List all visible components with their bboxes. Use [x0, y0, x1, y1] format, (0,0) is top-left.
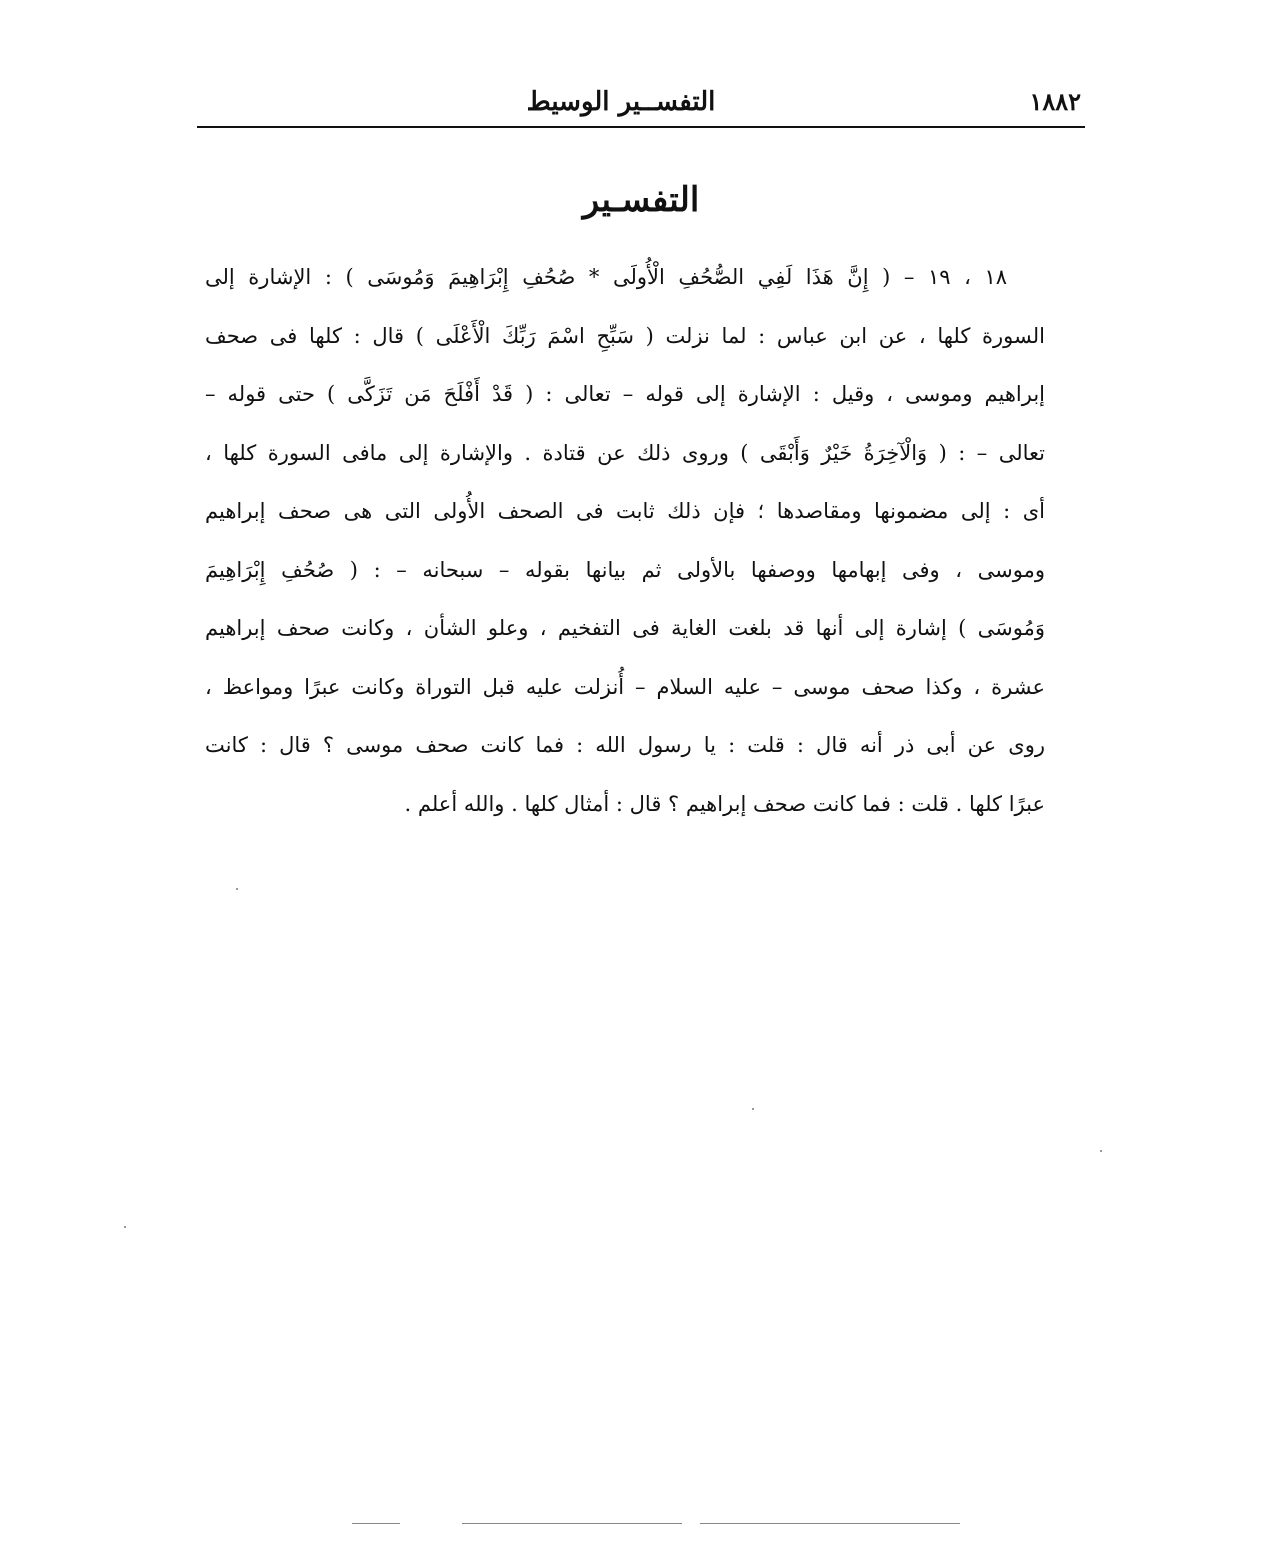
page-number: ١٨٨٢	[1029, 87, 1081, 116]
text-line: تعالى – : ( وَالْآخِرَةُ خَيْرٌ وَأَبْقَى ) وروى ذلك عن قتادة . والإشارة إلى مافى السورة كلها ،	[205, 440, 1045, 465]
scan-speck	[1100, 1150, 1102, 1152]
scan-speck	[752, 1108, 754, 1110]
tafsir-body-text	[205, 248, 1045, 833]
scan-edge-mark	[462, 1523, 682, 1524]
scan-speck	[236, 888, 238, 890]
text-line: عبرًا كلها . قلت : فما كانت صحف إبراهيم ؟ قال : أمثال كلها . والله أعلم .	[404, 791, 1045, 816]
scan-speck	[124, 1226, 126, 1228]
scan-edge-mark	[700, 1523, 960, 1524]
text-line: أى : إلى مضمونها ومقاصدها ؛ فإن ذلك ثابت فى الصحف الأُولى التى هى صحف إبراهيم	[205, 499, 1045, 523]
scan-edge-mark	[352, 1523, 400, 1524]
text-line: ١٨ ، ١٩ – ( إِنَّ هَذَا لَفِي الصُّحُفِ الْأُولَى * صُحُفِ إِبْرَاهِيمَ وَمُوسَى ) : الإشارة إلى	[205, 265, 1007, 289]
page-header	[197, 82, 1085, 128]
text-line: عشرة ، وكذا صحف موسى – عليه السلام – أُنزلت عليه قبل التوراة وكانت عبرًا ومواعظ ،	[205, 674, 1045, 699]
text-line: وموسى ، وفى إبهامها ووصفها بالأولى ثم بيانها بقوله – سبحانه – : ( صُحُفِ إِبْرَاهِيمَ	[205, 557, 1045, 582]
running-title: التفســير الوسيط	[526, 87, 716, 117]
text-line: إبراهيم وموسى ، وقيل : الإشارة إلى قوله – تعالى : ( قَدْ أَفْلَحَ مَن تَزَكَّى ) حتى قوله –	[205, 382, 1045, 406]
text-line: روى عن أبى ذر أنه قال : قلت : يا رسول الله : فما كانت صحف موسى ؟ قال : كانت	[205, 733, 1045, 757]
section-title: التفسـير	[582, 180, 700, 220]
text-line: وَمُوسَى ) إشارة إلى أنها قد بلغت الغاية فى التفخيم ، وعلو الشأن ، وكانت صحف إبراهيم	[205, 616, 1045, 640]
text-line: السورة كلها ، عن ابن عباس : لما نزلت ( سَبِّحِ اسْمَ رَبِّكَ الْأَعْلَى ) قال : كلها فى صحف	[205, 323, 1045, 348]
